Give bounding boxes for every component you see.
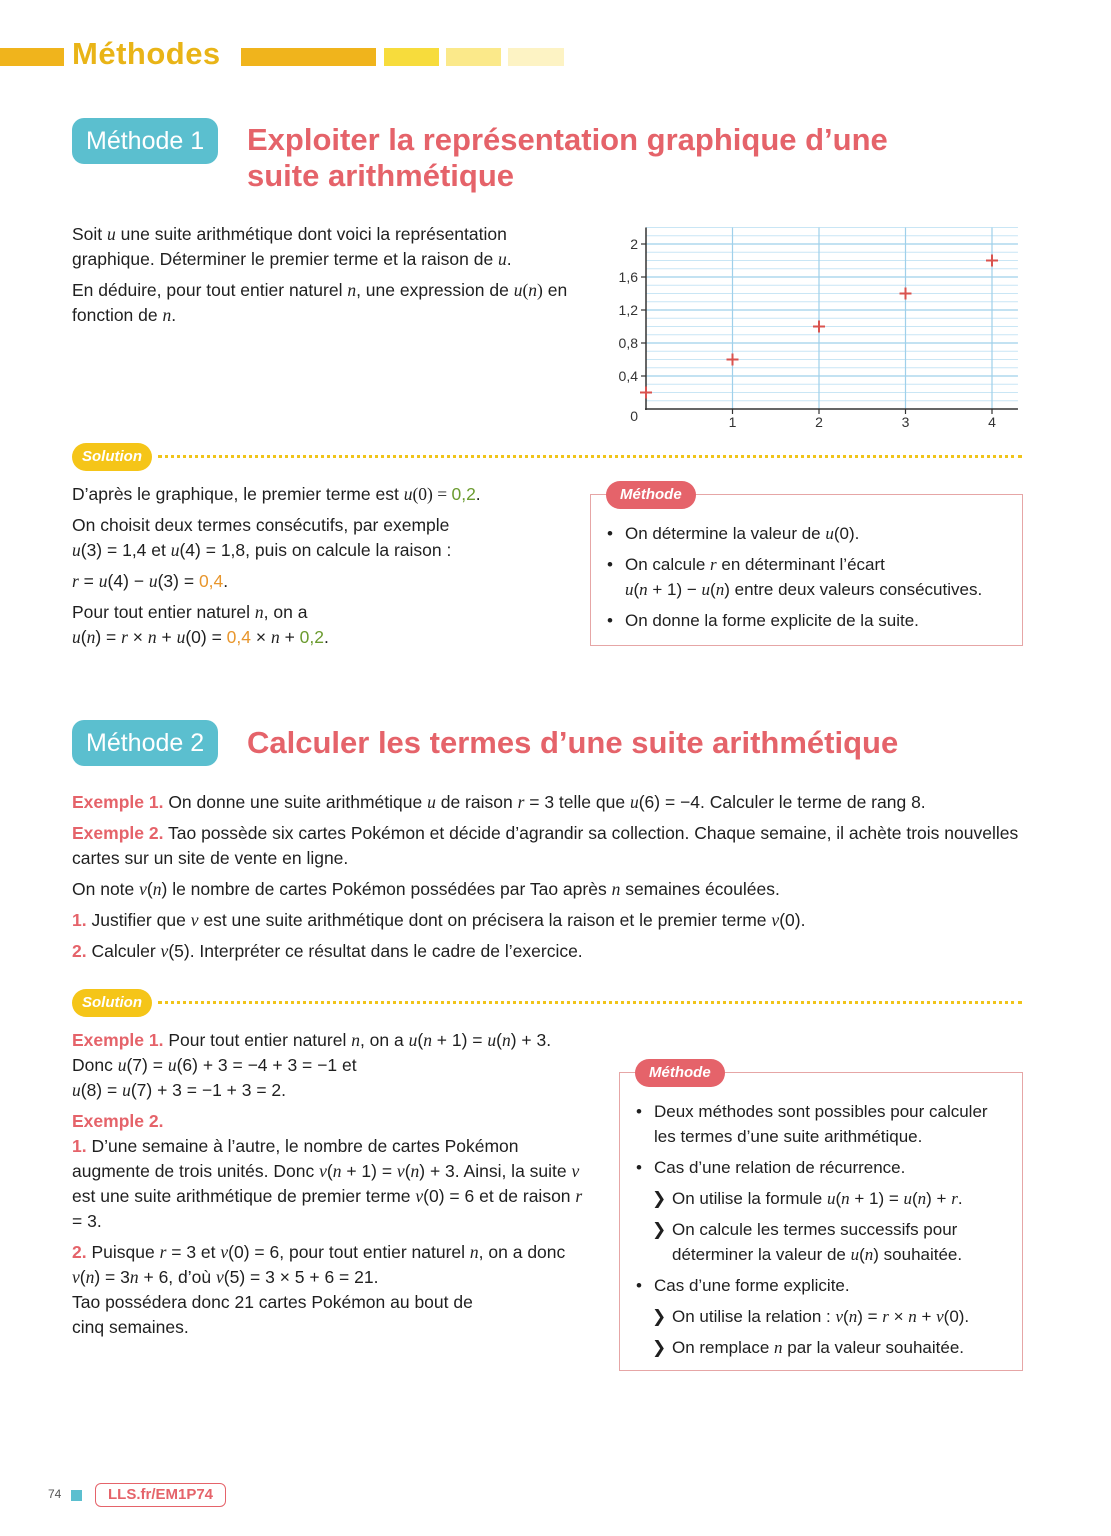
sol1-line-4: r = u(4) − u(3) = 0,4. <box>72 571 229 591</box>
method-1-box <box>590 494 1023 646</box>
page-title: Méthodes <box>72 36 221 71</box>
problem-para-1: Soit u une suite arithmétique dont voici la représentation graphique. Déterminer le premier terme et la raison de u. <box>72 224 512 269</box>
lls-link[interactable]: LLS.fr/EM1P74 <box>95 1483 226 1507</box>
header-bar-3 <box>446 48 501 66</box>
m2-sub-3: ❯ On utilise la relation : v(n) = r × n + v(0). <box>634 1304 1012 1329</box>
header-bar-1 <box>241 48 376 66</box>
x-tick-label: 4 <box>988 414 996 430</box>
y-tick-label: 0,8 <box>618 335 638 351</box>
m2-bullet-2: • Cas d’une relation de récurrence. <box>634 1155 1012 1180</box>
x-tick-label: 3 <box>901 414 910 430</box>
x-tick-label: 1 <box>728 414 737 430</box>
solution-1-divider <box>158 455 1022 458</box>
m2-bullet-3: • Cas d’une forme explicite. <box>634 1273 1012 1298</box>
data-point <box>727 354 739 366</box>
sol1-line-3: u(3) = 1,4 et u(4) = 1,8, puis on calcule la raison : <box>72 540 452 560</box>
data-point <box>986 255 998 267</box>
example-2-note: On note v(n) le nombre de cartes Pokémon possédées par Tao après n semaines écoulées. <box>72 879 780 899</box>
m2-sub-2: ❯ On calcule les termes successifs pour déterminer la valeur de u(n) souhaitée. <box>634 1217 1012 1267</box>
y-tick-label: 1,6 <box>618 269 638 285</box>
method-1-box-tag: Méthode <box>606 481 696 509</box>
sol2-example-2-label: Exemple 2. <box>72 1111 164 1131</box>
sol1-line-2: On choisit deux termes consécutifs, par exemple <box>72 515 450 535</box>
chevron-right-icon: ❯ <box>652 1220 667 1239</box>
y-tick-label: 2 <box>630 236 638 252</box>
m2-sub-1: ❯ On utilise la formule u(n + 1) = u(n) + r. <box>634 1186 1012 1211</box>
method-1-problem <box>72 222 572 334</box>
question-1: 1. Justifier que v est une suite arithmétique dont on précisera la raison et le premier terme v(0). <box>72 910 806 930</box>
m1-bullet-3: • On donne la forme explicite de la suite. <box>605 608 1010 633</box>
solution-2-badge: Solution <box>72 989 152 1017</box>
method-2-badge: Méthode 2 <box>72 720 218 766</box>
solution-1-text <box>72 482 592 656</box>
sol1-line-6: u(n) = r × n + u(0) = 0,4 × n + 0,2. <box>72 627 329 647</box>
sol2-conclusion-1: Tao possédera donc 21 cartes Pokémon au bout de <box>72 1292 473 1312</box>
example-1: Exemple 1. On donne une suite arithmétique u de raison r = 3 telle que u(6) = −4. Calculer le terme de rang 8. <box>72 792 926 812</box>
origin-label: 0 <box>630 408 638 424</box>
method-2-box <box>619 1072 1023 1371</box>
chevron-right-icon: ❯ <box>652 1189 667 1208</box>
data-point <box>640 387 652 399</box>
method-1-title-line1: Exploiter la représentation graphique d’une <box>247 122 888 157</box>
solution-1-badge: Solution <box>72 443 152 471</box>
sol2-part-2: 2. Puisque r = 3 et v(0) = 6, pour tout entier naturel n, on a donc v(n) = 3n + 6, d’où v(5) = 3 × 5 + 6 = 21. <box>72 1242 566 1287</box>
example-2: Exemple 2. Tao possède six cartes Pokémon et décide d’agrandir sa collection. Chaque semaine, il achète trois nouvelles cartes sur un site de vente en ligne. <box>72 823 1019 868</box>
sol2-conclusion-2: cinq semaines. <box>72 1317 189 1337</box>
sol2-example-1: Exemple 1. Pour tout entier naturel n, on a u(n + 1) = u(n) + 3. Donc u(7) = u(6) + 3 = −4 + 3 = −1 et u(8) = u(7) + 3 = −1 + 3 = 2. <box>72 1030 552 1100</box>
m2-sub-4: ❯ On remplace n par la valeur souhaitée. <box>634 1335 1012 1360</box>
sequence-graph <box>600 210 1030 435</box>
solution-2-divider <box>158 1001 1022 1004</box>
sol1-line-5: Pour tout entier naturel n, on a <box>72 602 308 622</box>
method-2-title: Calculer les termes d’une suite arithmétique <box>247 725 899 760</box>
method-1-badge: Méthode 1 <box>72 118 218 164</box>
data-point <box>813 321 825 333</box>
chevron-right-icon: ❯ <box>652 1307 667 1326</box>
method-2-box-tag: Méthode <box>635 1059 725 1087</box>
question-2: 2. Calculer v(5). Interpréter ce résultat dans le cadre de l’exercice. <box>72 941 583 961</box>
y-tick-label: 0,4 <box>618 368 638 384</box>
m1-bullet-2: • On calcule r en déterminant l’écart u(n + 1) − u(n) entre deux valeurs consécutives. <box>605 552 1010 602</box>
page-number: 74 <box>48 1487 62 1501</box>
sol2-part-1: 1. D’une semaine à l’autre, le nombre de cartes Pokémon augmente de trois unités. Donc v(n + 1) = v(n) + 3. Ainsi, la suite v est une suite arithmétique de premier terme v(0) = 6 et de raison r = 3. <box>72 1136 583 1231</box>
method-1-title <box>247 122 888 194</box>
y-tick-label: 1,2 <box>618 302 638 318</box>
method-1-title-line2: suite arithmétique <box>247 158 514 193</box>
footer-square-icon <box>71 1490 82 1501</box>
solution-2-text <box>72 1028 592 1340</box>
data-point <box>900 288 912 300</box>
problem-para-2: En déduire, pour tout entier naturel n, une expression de u(n) en fonction de n. <box>72 280 568 325</box>
header-bar-2 <box>384 48 439 66</box>
chevron-right-icon: ❯ <box>652 1338 667 1357</box>
x-tick-label: 2 <box>815 414 823 430</box>
header-bar-4 <box>508 48 564 66</box>
header-bar-left <box>0 48 64 66</box>
m1-bullet-1: • On détermine la valeur de u(0). <box>605 521 1010 546</box>
sol1-line-1: D’après le graphique, le premier terme est u(0) = 0,2. <box>72 484 481 504</box>
method-2-problem <box>72 790 1022 970</box>
m2-bullet-1: • Deux méthodes sont possibles pour calculer les termes d’une suite arithmétique. <box>634 1099 1012 1149</box>
